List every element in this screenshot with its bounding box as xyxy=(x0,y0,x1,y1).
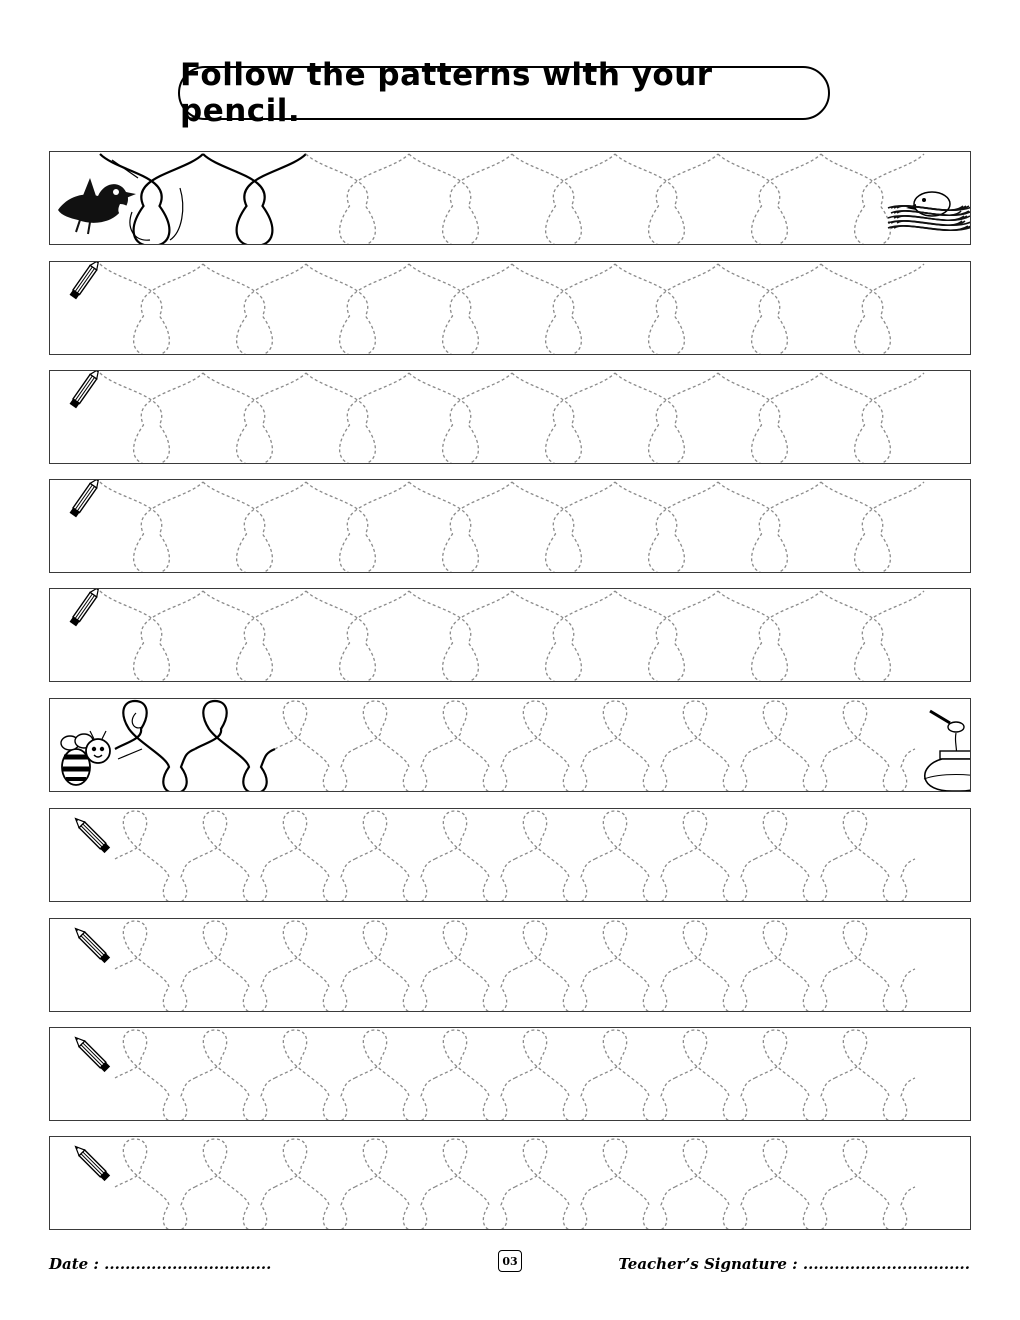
dotted-guide[interactable] xyxy=(275,811,355,902)
dotted-guide[interactable] xyxy=(100,591,203,682)
dotted-guide[interactable] xyxy=(275,1030,355,1121)
dotted-guide[interactable] xyxy=(195,1030,275,1121)
dotted-guide[interactable] xyxy=(306,264,409,355)
dotted-guide[interactable] xyxy=(435,811,515,902)
dotted-guide[interactable] xyxy=(435,1139,515,1230)
dotted-guide[interactable] xyxy=(675,1139,755,1230)
example-stroke xyxy=(115,701,195,792)
dotted-guide[interactable] xyxy=(435,1030,515,1121)
dotted-guide[interactable] xyxy=(275,921,355,1012)
pencil-icon xyxy=(70,589,102,626)
nest-icon xyxy=(888,192,971,230)
dotted-guide[interactable] xyxy=(615,154,718,245)
tracing-row[interactable] xyxy=(49,588,971,682)
dotted-guide[interactable] xyxy=(306,591,409,682)
honey-jar-icon xyxy=(924,711,971,791)
dotted-guide[interactable] xyxy=(355,921,435,1012)
tracing-row[interactable] xyxy=(49,1136,971,1230)
guide-arrow xyxy=(118,749,142,759)
dotted-guide[interactable] xyxy=(595,701,675,792)
tracing-row[interactable] xyxy=(49,151,971,245)
dotted-guide[interactable] xyxy=(115,1030,195,1121)
dotted-guide[interactable] xyxy=(755,701,835,792)
dotted-guide[interactable] xyxy=(821,482,924,573)
page-title: Follow the patterns with your pencil. xyxy=(180,57,713,129)
dotted-guide[interactable] xyxy=(718,154,821,245)
pencil-icon xyxy=(70,262,102,299)
tracing-pattern xyxy=(50,371,971,464)
dotted-guide[interactable] xyxy=(821,264,924,355)
title-banner xyxy=(178,57,830,129)
pencil-icon xyxy=(73,816,110,853)
dotted-guide[interactable] xyxy=(203,264,306,355)
dotted-guide[interactable] xyxy=(275,1139,355,1230)
dotted-guide[interactable] xyxy=(615,264,718,355)
dotted-guide[interactable] xyxy=(675,811,755,902)
dotted-guide[interactable] xyxy=(595,921,675,1012)
dotted-guide[interactable] xyxy=(435,701,515,792)
dotted-guide[interactable] xyxy=(355,1030,435,1121)
dotted-guide[interactable] xyxy=(409,482,512,573)
dotted-guide[interactable] xyxy=(409,591,512,682)
tracing-pattern xyxy=(50,262,971,355)
dotted-guide[interactable] xyxy=(718,373,821,464)
dotted-guide[interactable] xyxy=(755,1030,835,1121)
guide-arrow xyxy=(170,188,183,240)
dotted-guide[interactable] xyxy=(275,701,355,792)
example-stroke xyxy=(203,154,306,245)
date-field[interactable]: Date : ................................ xyxy=(49,1255,272,1273)
tracing-row[interactable] xyxy=(49,918,971,1012)
dotted-guide[interactable] xyxy=(595,1030,675,1121)
dotted-guide[interactable] xyxy=(755,1139,835,1230)
dotted-guide[interactable] xyxy=(355,1139,435,1230)
dotted-guide[interactable] xyxy=(515,811,595,902)
tracing-row[interactable] xyxy=(49,370,971,464)
tracing-row[interactable] xyxy=(49,479,971,573)
dotted-guide[interactable] xyxy=(615,482,718,573)
dotted-guide[interactable] xyxy=(835,1030,915,1121)
bird-icon xyxy=(58,178,136,234)
dotted-guide[interactable] xyxy=(755,811,835,902)
pencil-icon xyxy=(70,480,102,517)
tracing-pattern xyxy=(50,152,971,245)
dotted-guide[interactable] xyxy=(675,1030,755,1121)
tracing-pattern xyxy=(50,1137,971,1230)
dotted-guide[interactable] xyxy=(615,591,718,682)
page-number: 03 xyxy=(498,1250,522,1272)
guide-arrow xyxy=(132,713,142,728)
dotted-guide[interactable] xyxy=(595,811,675,902)
dotted-guide[interactable] xyxy=(675,701,755,792)
dotted-guide[interactable] xyxy=(512,482,615,573)
dotted-guide[interactable] xyxy=(115,811,195,902)
dotted-guide[interactable] xyxy=(512,591,615,682)
tracing-row[interactable] xyxy=(49,261,971,355)
dotted-guide[interactable] xyxy=(409,264,512,355)
dotted-guide[interactable] xyxy=(718,591,821,682)
dotted-guide[interactable] xyxy=(515,921,595,1012)
dotted-guide[interactable] xyxy=(100,482,203,573)
dotted-guide[interactable] xyxy=(115,1139,195,1230)
dotted-guide[interactable] xyxy=(195,811,275,902)
tracing-pattern xyxy=(50,480,971,573)
dotted-guide[interactable] xyxy=(195,1139,275,1230)
dotted-guide[interactable] xyxy=(512,264,615,355)
dotted-guide[interactable] xyxy=(515,1030,595,1121)
dotted-guide[interactable] xyxy=(355,811,435,902)
dotted-guide[interactable] xyxy=(835,1139,915,1230)
dotted-guide[interactable] xyxy=(512,154,615,245)
tracing-row[interactable] xyxy=(49,1027,971,1121)
dotted-guide[interactable] xyxy=(115,921,195,1012)
dotted-guide[interactable] xyxy=(100,373,203,464)
dotted-guide[interactable] xyxy=(515,701,595,792)
dotted-guide[interactable] xyxy=(306,482,409,573)
dotted-guide[interactable] xyxy=(512,373,615,464)
dotted-guide[interactable] xyxy=(203,482,306,573)
tracing-row[interactable] xyxy=(49,808,971,902)
dotted-guide[interactable] xyxy=(435,921,515,1012)
tracing-row[interactable] xyxy=(49,698,971,792)
dotted-guide[interactable] xyxy=(615,373,718,464)
dotted-guide[interactable] xyxy=(306,154,409,245)
dotted-guide[interactable] xyxy=(821,591,924,682)
dotted-guide[interactable] xyxy=(675,921,755,1012)
dotted-guide[interactable] xyxy=(306,373,409,464)
dotted-guide[interactable] xyxy=(100,264,203,355)
dotted-guide[interactable] xyxy=(355,701,435,792)
dotted-guide[interactable] xyxy=(718,482,821,573)
pencil-icon xyxy=(73,1035,110,1072)
dotted-guide[interactable] xyxy=(515,1139,595,1230)
pencil-icon xyxy=(73,926,110,963)
dotted-guide[interactable] xyxy=(409,154,512,245)
dotted-guide[interactable] xyxy=(835,701,915,792)
dotted-guide[interactable] xyxy=(821,154,924,245)
dotted-guide[interactable] xyxy=(203,373,306,464)
dotted-guide[interactable] xyxy=(821,373,924,464)
teacher-signature-field[interactable]: Teacher’s Signature : ................................ xyxy=(618,1255,970,1273)
tracing-pattern xyxy=(50,1028,971,1121)
dotted-guide[interactable] xyxy=(595,1139,675,1230)
guide-arrow xyxy=(112,160,138,178)
example-stroke xyxy=(195,701,275,792)
dotted-guide[interactable] xyxy=(835,921,915,1012)
pencil-icon xyxy=(73,1144,110,1181)
dotted-guide[interactable] xyxy=(203,591,306,682)
bee-icon xyxy=(61,731,110,785)
tracing-pattern xyxy=(50,589,971,682)
dotted-guide[interactable] xyxy=(718,264,821,355)
tracing-pattern xyxy=(50,919,971,1012)
dotted-guide[interactable] xyxy=(409,373,512,464)
dotted-guide[interactable] xyxy=(835,811,915,902)
tracing-pattern xyxy=(50,699,971,792)
dotted-guide[interactable] xyxy=(195,921,275,1012)
tracing-pattern xyxy=(50,809,971,902)
pencil-icon xyxy=(70,371,102,408)
dotted-guide[interactable] xyxy=(755,921,835,1012)
